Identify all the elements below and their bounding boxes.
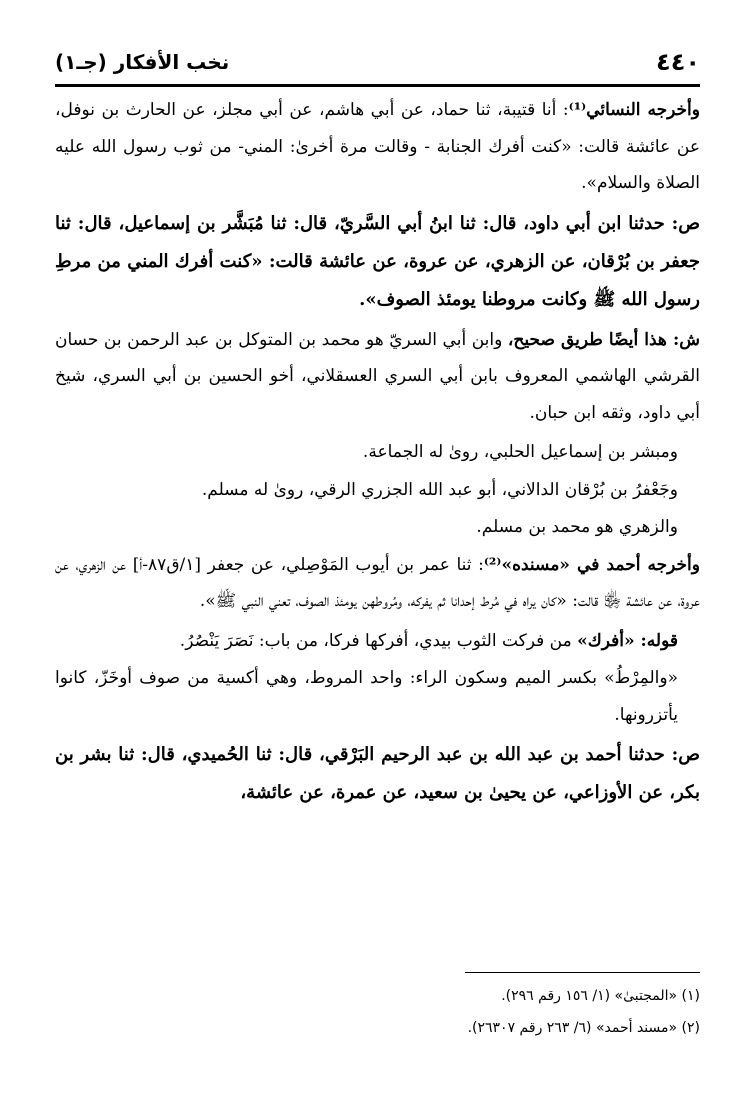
paragraph-mirt <box>55 660 700 733</box>
para-text: ومبشر بن إسماعيل الحلبي، روىٰ له الجماعة. <box>362 442 678 462</box>
paragraph-mubashshir <box>55 434 700 471</box>
paragraph-afruk <box>55 623 700 660</box>
header-rule <box>55 84 700 87</box>
footnote-2: (٢) «مسند أحمد» (٦/ ٢٦٣ رقم ٢٦٣٠٧). <box>467 1020 700 1036</box>
paragraph-sad-2 <box>55 736 700 812</box>
para-lead: ص: <box>671 212 700 234</box>
para-lead: وأخرجه النسائي⁽¹⁾ <box>568 100 700 120</box>
para-text: : ثنا عمر بن أيوب المَوْصِلي، عن جعفر [١/ق٨٧-أ] عن الزهري، عن عروة، عن عائشة ﵂ قالت: «كان يراه في مُرط إحدانا ثم يفركه، ومُروطهن يومئذ الصوف، تعني النبي ﷺ». <box>55 554 700 611</box>
page-number: ٤٤٠ <box>656 48 700 76</box>
para-text: من فركت الثوب بيدي، أفركها فركا، من باب: نَصَرَ يَنْصُرُ. <box>179 630 578 651</box>
para-text: وابن أبي السريّ هو محمد بن المتوكل بن عبد الرحمن بن حسان القرشي الهاشمي المعروف بابن أبي السري العسقلاني، أخو الحسين بن أبي السري، شيخ أبي داود، وثقه ابن حبان. <box>55 329 700 423</box>
para-lead: قوله: «أفرك» <box>577 630 678 651</box>
paragraph-ahmad <box>55 547 700 620</box>
footnotes <box>55 985 700 1049</box>
main-text <box>55 92 700 815</box>
paragraph-sad-1 <box>55 205 700 319</box>
page-header <box>55 48 700 86</box>
para-lead: ص: <box>671 744 700 765</box>
para-text: والزهري هو محمد بن مسلم. <box>476 517 678 537</box>
paragraph-zuhri <box>55 509 700 546</box>
paragraph-jafar <box>55 472 700 509</box>
para-lead: ش: هذا أيضًا طريق صحيح، <box>507 329 700 350</box>
running-title: نخب الأفكار (جـ١) <box>55 50 230 74</box>
footnote-1: (١) «المجتبىٰ» (١/ ١٥٦ رقم ٢٩٦). <box>501 988 700 1004</box>
footnote-rule <box>465 972 700 973</box>
para-text: وجَعْفرُ بن بُرْقان الدالاني، أبو عبد الله الجزري الرقي، روىٰ له مسلم. <box>201 479 678 500</box>
para-text: حدثنا ابن أبي داود، قال: ثنا ابنُ أبي السَّريّ، قال: ثنا مُبَشَّر بن إسماعيل، قال: ثنا جعفر بن بُرْقان، عن الزهري، عن عروة، عن عائشة قالت: «كنت أفرك المني من مرطِ رسول الله ﷺ وكانت مروطنا يومئذ الصوف». <box>55 212 700 310</box>
para-text: «والمِرْطُ» بكسر الميم وسكون الراء: واحد المروط، وهي أكسية من صوف أوخَزّ، كانوا يأتزرونها. <box>55 668 678 725</box>
para-text: : أنا قتيبة، ثنا حماد، عن أبي هاشم، عن أبي مجلز، عن الحارث بن نوفل، عن عائشة قالت: «كنت أفرك الجنابة - وقالت مرة أخرىٰ: المني- من ثوب رسول الله عليه الصلاة والسلام». <box>55 100 700 193</box>
paragraph-nasai <box>55 92 700 202</box>
para-lead: وأخرجه أحمد في «مسنده»⁽²⁾ <box>483 554 700 575</box>
paragraph-sharh <box>55 322 700 432</box>
para-text: حدثنا أحمد بن عبد الله بن عبد الرحيم البَرْقي، قال: ثنا الحُميدي، قال: ثنا بشر بن بكر، عن الأوزاعي، عن يحيىٰ بن سعيد، عن عمرة، عن عائشة، <box>55 744 700 803</box>
